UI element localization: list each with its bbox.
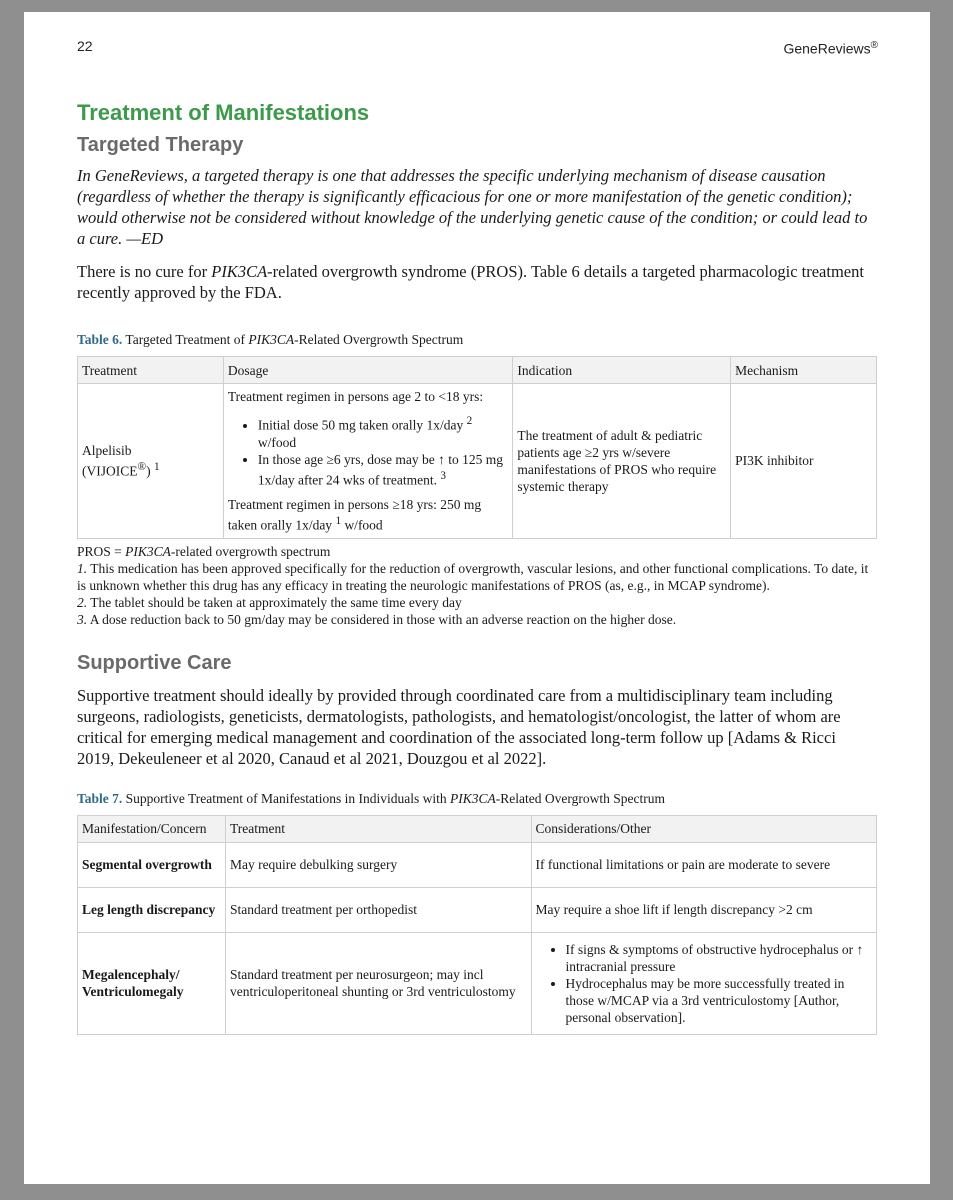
considerations-cell: If functional limitations or pain are moderate to severe — [531, 842, 877, 887]
caption-gene: PIK3CA — [248, 332, 295, 347]
table-header-row — [78, 357, 877, 384]
col-header-treatment: Treatment — [78, 357, 224, 384]
editor-note: In GeneReviews, a targeted therapy is one that addresses the specific underlying mechanism of disease causation (regardless of whether the therapy is significantly efficacious for one or more manifestation of the genetic condition); would otherwise not be considered without knowledge of the underlying genetic cause of the condition; or could lead to a cure. —ED — [77, 166, 868, 248]
footnote-text: A dose reduction back to 50 gm/day may be considered in those with an adverse reaction on the higher dose. — [87, 611, 677, 627]
dosage-adult — [228, 496, 509, 534]
list-item: • If signs & symptoms of obstructive hydrocephalus or ↑ intracranial pressure — [566, 941, 873, 975]
footnote-ref: 3 — [440, 469, 447, 482]
gene-name: PIK3CA — [125, 543, 171, 559]
registered-mark: ® — [137, 461, 147, 473]
treatment-cell — [78, 384, 224, 539]
table6 — [77, 356, 877, 539]
col-header-dosage: Dosage — [223, 357, 513, 384]
publication-brand — [783, 40, 878, 57]
dosage-adult-tail: w/food — [344, 517, 383, 533]
bullet-text: Initial dose 50 mg taken orally 1x/day — [257, 417, 464, 433]
footnote-text: This medication has been approved specifically for the reduction of overgrowth, vascular lesions, and other functional complications. To date, it is unknown whether this drug has any efficacy in treating the neurologic manifestations of PROS (as, e.g., in MCAP syndrome). — [77, 560, 869, 593]
manifestation-cell: Segmental overgrowth — [78, 842, 226, 887]
table-row — [78, 842, 877, 887]
table7-label: Table 7. — [77, 790, 123, 806]
manifestation-cell: Leg length discrepancy — [78, 887, 226, 932]
dosage-intro: Treatment regimen in persons age 2 to <18 yrs: — [227, 389, 484, 404]
supportive-care-paragraph: Supportive treatment should ideally by provided through coordinated care from a multidisciplinary team including surgeons, radiologists, geneticists, dermatologists, pathologists, and hematologist/oncologist, the latter of whom are critical for emerging medical management and coordination of the associated long-term follow up [Adams & Ricci 2019, Dekeuleneer et al 2020, Canaud et al 2021, Douzgou et al 2022]. — [77, 685, 841, 768]
col-header-manifestation: Manifestation/Concern — [78, 815, 226, 842]
footnote-3 — [77, 611, 877, 628]
drug-brand-close: ) — [146, 463, 151, 479]
footnote-number: 2. — [77, 594, 88, 610]
drug-name: Alpelisib — [82, 443, 132, 458]
section-title: Treatment of Manifestations — [77, 100, 370, 125]
footnote-ref: 1 — [153, 461, 160, 473]
subsection-title: Targeted Therapy — [77, 134, 244, 156]
dosage-cell — [223, 384, 513, 539]
footnote-2 — [77, 594, 877, 611]
intro-text-a: There is no cure for — [77, 262, 212, 281]
brand-name: GeneReviews — [783, 40, 871, 57]
col-header-treatment: Treatment — [225, 815, 531, 842]
list-item: • Hydrocephalus may be more successfully treated in those w/MCAP via a 3rd ventriculostomy [Author, personal observation]. — [566, 975, 873, 1026]
note-text: -related overgrowth spectrum — [170, 543, 331, 559]
indication-cell: The treatment of adult & pediatric patients age ≥2 yrs w/severe manifestations of PROS who require systemic therapy — [513, 384, 731, 539]
table6-notes — [77, 543, 877, 628]
supportive-care-title: Supportive Care — [77, 651, 232, 674]
treatment-cell: May require debulking surgery — [225, 842, 531, 887]
footnote-text: The tablet should be taken at approximately the same time every day — [87, 594, 462, 610]
col-header-indication: Indication — [513, 357, 731, 384]
table7-caption — [77, 791, 877, 807]
considerations-list — [536, 941, 873, 1026]
table-row — [78, 887, 877, 932]
caption-gene: PIK3CA — [450, 790, 496, 806]
table-row — [78, 932, 877, 1034]
footnote-ref: 2 — [466, 415, 473, 427]
treatment-cell: Standard treatment per orthopedist — [225, 887, 531, 932]
dosage-list — [228, 413, 509, 488]
list-item — [258, 451, 509, 489]
manifestation-cell: Megalencephaly/ Ventriculomegaly — [78, 932, 226, 1034]
document-page — [24, 12, 930, 1184]
caption-text: -Related Overgrowth Spectrum — [495, 790, 665, 806]
list-item — [258, 413, 509, 451]
registered-mark: ® — [870, 40, 878, 51]
treatment-cell: Standard treatment per neurosurgeon; may incl ventriculoperitoneal shunting or 3rd ventriculostomy — [225, 932, 531, 1034]
intro-paragraph — [77, 261, 877, 303]
considerations-cell — [531, 932, 877, 1034]
caption-text: -Related Overgrowth Spectrum — [294, 332, 464, 347]
drug-brand: (VIJOICE — [82, 463, 138, 479]
page-content — [77, 100, 877, 1035]
footnote-1 — [77, 560, 877, 594]
page-number: 22 — [77, 38, 93, 54]
footnote-number: 3. — [77, 611, 88, 627]
dosage-adult-text: Treatment regimen in persons ≥18 yrs: 250 mg taken orally 1x/day — [227, 497, 482, 533]
footnote-number: 1. — [77, 560, 88, 576]
note-text: PROS = — [77, 543, 126, 559]
table6-caption — [77, 332, 877, 348]
bullet-text-tail: w/food — [257, 434, 297, 450]
col-header-considerations: Considerations/Other — [531, 815, 877, 842]
abbreviation-note — [77, 543, 877, 560]
caption-text: Targeted Treatment of — [122, 332, 249, 347]
table7 — [77, 815, 877, 1035]
footnote-ref: 1 — [335, 515, 342, 527]
bullet-text: In those age ≥6 yrs, dose may be ↑ to 125 mg 1x/day after 24 wks of treatment. — [257, 451, 503, 487]
intro-text-b: -related overgrowth syndrome (PROS). Table 6 details a targeted pharmacologic treatment recently approved by the FDA. — [77, 262, 864, 302]
col-header-mechanism: Mechanism — [731, 357, 877, 384]
table6-label: Table 6. — [77, 332, 123, 347]
gene-name: PIK3CA — [211, 262, 268, 281]
table-row — [78, 384, 877, 539]
caption-text: Supportive Treatment of Manifestations in Individuals with — [122, 790, 451, 806]
considerations-cell: May require a shoe lift if length discrepancy >2 cm — [531, 887, 877, 932]
mechanism-cell: PI3K inhibitor — [731, 384, 877, 539]
table-header-row — [78, 815, 877, 842]
